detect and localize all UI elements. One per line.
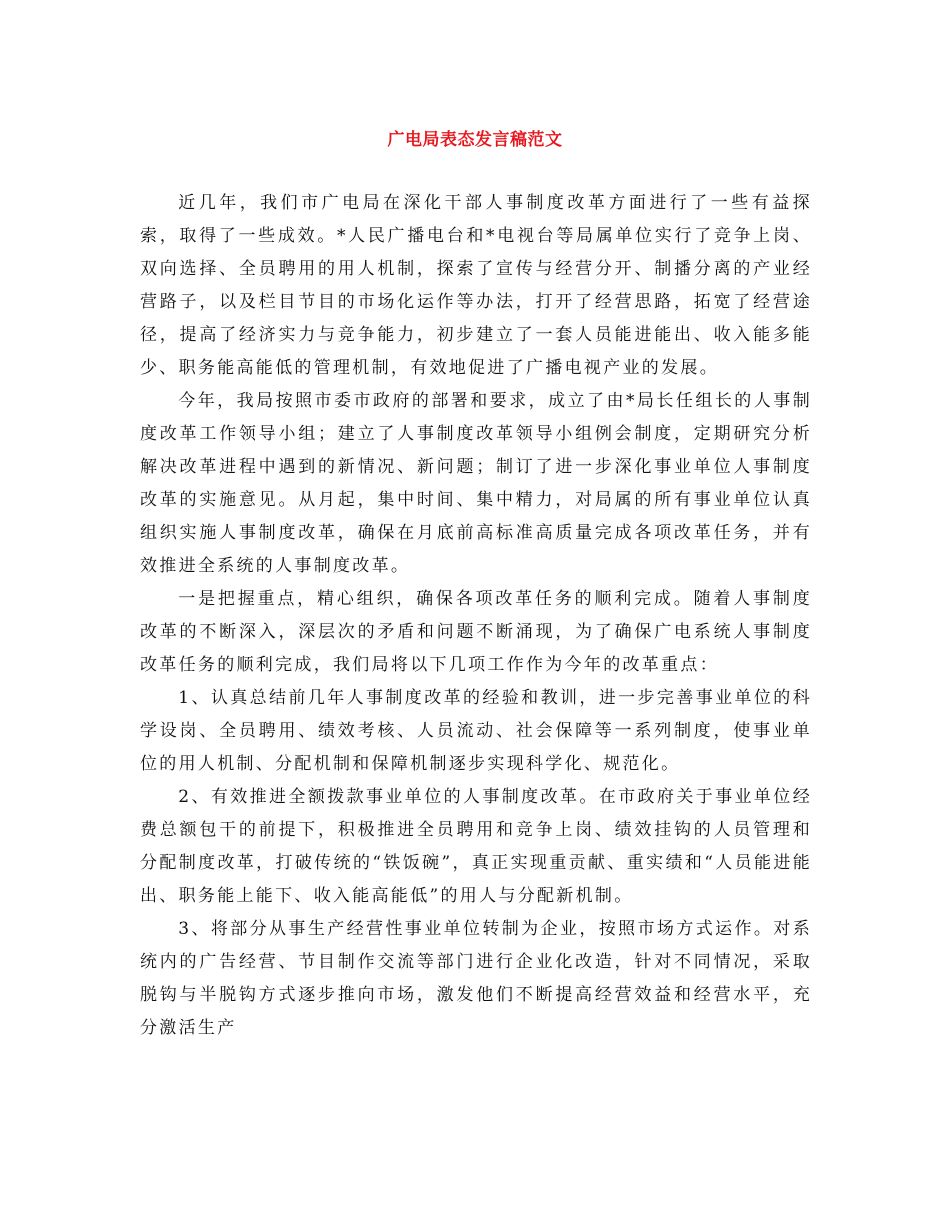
document-title: 广电局表态发言稿范文 <box>387 130 563 150</box>
document-body <box>140 187 812 1045</box>
paragraph: 2、有效推进全额拨款事业单位的人事制度改革。在市政府关于事业单位经费总额包干的前提下，积极推进全员聘用和竞争上岗、绩效挂钩的人员管理和分配制度改革，打破传统的“铁饭碗”，真正实现重贡献、重实绩和“人员能进能出、职务能上能下、收入能高能低”的用人与分配新机制。 <box>140 787 812 906</box>
paragraph: 近几年，我们市广电局在深化干部人事制度改革方面进行了一些有益探索，取得了一些成效。*人民广播电台和*电视台等局属单位实行了竞争上岗、双向选择、全员聘用的用人机制，探索了宣传与经营分开、制播分离的产业经营路子，以及栏目节目的市场化运作等办法，打开了经营思路，拓宽了经营途径，提高了经济实力与竞争能力，初步建立了一套人员能进能出、收入能多能少、职务能高能低的管理机制，有效地促进了广播电视产业的发展。 <box>140 193 812 378</box>
paragraph: 1、认真总结前几年人事制度改革的经验和教训，进一步完善事业单位的科学设岗、全员聘用、绩效考核、人员流动、社会保障等一系列制度，使事业单位的用人机制、分配机制和保障机制逐步实现科学化、规范化。 <box>140 688 812 774</box>
paragraph: 3、将部分从事生产经营性事业单位转制为企业，按照市场方式运作。对系统内的广告经营、节目制作交流等部门进行企业化改造，针对不同情况，采取脱钩与半脱钩方式逐步推向市场，激发他们不断提高经营效益和经营水平，充分激活生产 <box>140 919 812 1038</box>
paragraph: 今年，我局按照市委市政府的部署和要求，成立了由*局长任组长的人事制度改革工作领导小组；建立了人事制度改革领导小组例会制度，定期研究分析解决改革进程中遇到的新情况、新问题；制订了进一步深化事业单位人事制度改革的实施意见。从月起，集中时间、集中精力，对局属的所有事业单位认真组织实施人事制度改革，确保在月底前高标准高质量完成各项改革任务，并有效推进全系统的人事制度改革。 <box>140 391 812 576</box>
paragraph: 一是把握重点，精心组织，确保各项改革任务的顺利完成。随着人事制度改革的不断深入，深层次的矛盾和问题不断涌现，为了确保广电系统人事制度改革任务的顺利完成，我们局将以下几项工作作为今年的改革重点： <box>140 589 812 675</box>
